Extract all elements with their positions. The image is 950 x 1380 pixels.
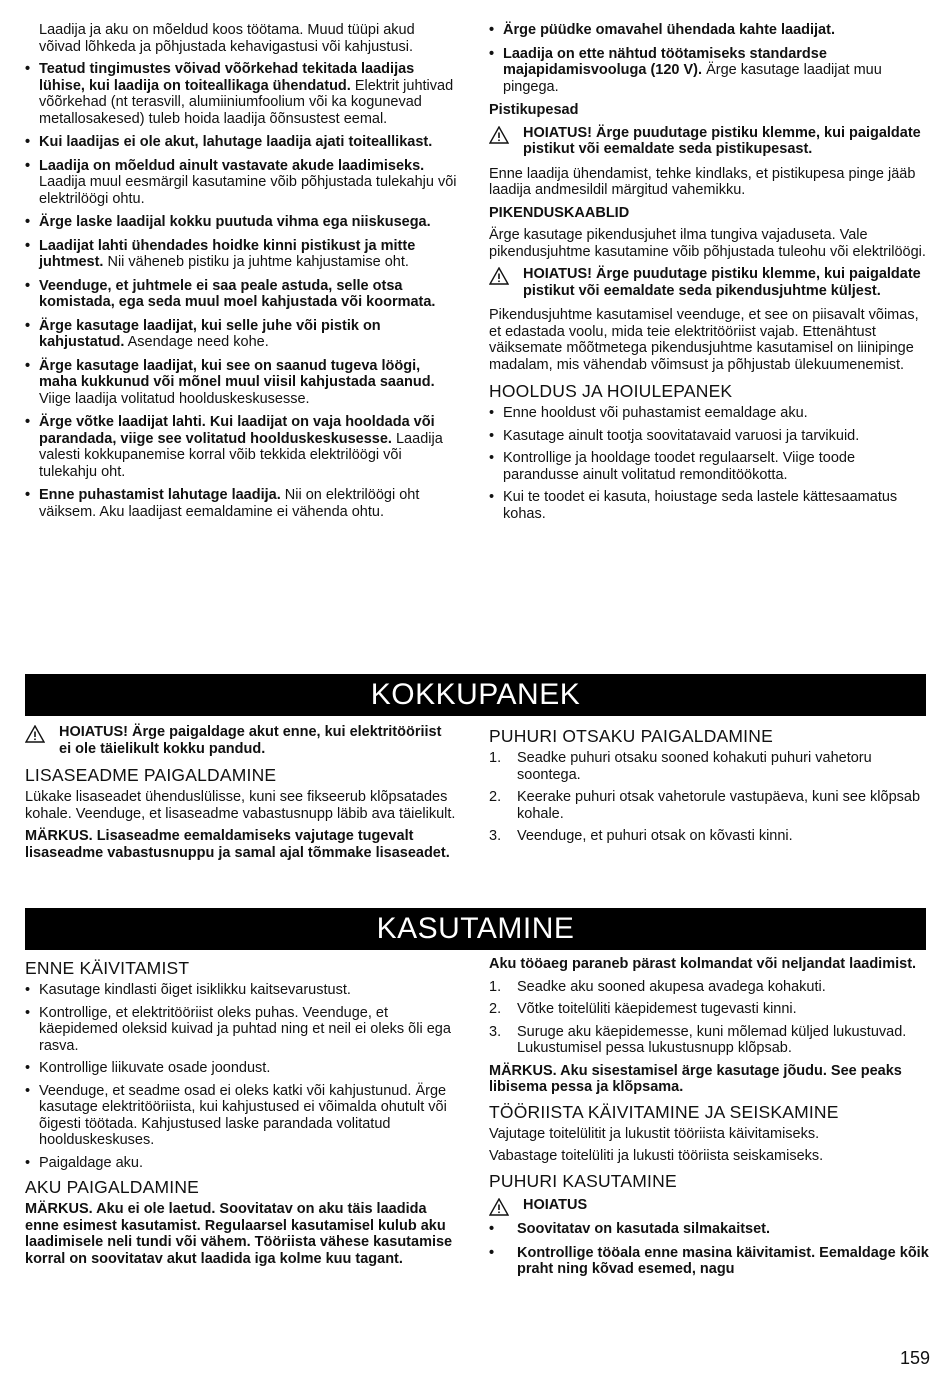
section-title-puhuri-kasutamine: PUHURI KASUTAMINE (489, 1170, 677, 1191)
stop-paragraph: Vabastage toitelüliti ja lukusti tööriista seiskamiseks. (489, 1148, 824, 1164)
list-item-text: Kontrollige liikuvate osade joondust. (39, 1060, 271, 1076)
list-item-text: Seadke puhuri otsaku sooned kohakuti puhuri vahetoru soontega. (517, 750, 872, 783)
section-band-kokkupanek: KOKKUPANEK (25, 674, 926, 716)
list-item (25, 278, 457, 311)
top-left-column (25, 22, 457, 527)
bullet-mark: • (489, 489, 495, 505)
list-item-text: Keerake puhuri otsak vahetorule vastupäeva, kuni see klõpsab kohale. (517, 789, 921, 822)
list-item-text: Kontrollige, et elektritööriist oleks puhas. Veenduge, et käepidemed oleksid kuivad ja puhtad ning et neil ei oleks õli ega rasva. (39, 1004, 451, 1054)
section-title-lisaseade: LISASEADME PAIGALDAMINE (25, 765, 277, 785)
list-item (489, 828, 929, 845)
list-item-bold: Ärge võtke laadijat lahti. Kui laadijat on vaja hooldada või parandada, viige see volitatud hoolduskeskusesse. (39, 414, 435, 447)
list-item (489, 789, 929, 822)
list-item-text: Kontrollige tööala enne masina käivitamist. Eemaldage kõik praht ning kõvad esemed, nagu (517, 1244, 929, 1277)
section-title-kaivitamine: TÖÖRIISTA KÄIVITAMINE JA SEISKAMINE (489, 1101, 839, 1122)
battery-runtime-note: Aku tööaeg paraneb pärast kolmandat või neljandat laadimist. (489, 956, 917, 972)
list-item-text: Suruge aku käepidemesse, kuni mõlemad küljed lukustuvad. Lukustumisel pessa lukustusnupp klõpsab. (517, 1023, 907, 1056)
list-item (25, 61, 457, 127)
extension-paragraph: Ärge kasutage pikendusjuhet ilma tungiva vajaduseta. Vale pikendusjuhtme kasutamine võib põhjustada tuleohu või elektrilöögi. (489, 227, 926, 260)
bullet-mark: • (25, 157, 31, 174)
list-item: • Laadija on ette nähtud töötamiseks standardse majapidamisvooluga (120 V). Ärge kasutage laadijat muu pingega. (489, 45, 882, 95)
list-item (25, 982, 457, 999)
list-item-text: Nii on elektrilöögi oht väiksem. Aku laadijast eemaldamine ei vähenda ohtu. (39, 487, 420, 520)
bullet-mark: • (489, 1244, 495, 1261)
list-item (25, 158, 457, 208)
list-item-text: Seadke aku sooned akupesa avadega kohakuti. (517, 978, 826, 995)
bullet-mark: • (25, 277, 31, 294)
section-heading-pikenduskaablid: PIKENDUSKAABLID (489, 204, 630, 221)
bullet-mark: • (25, 487, 31, 503)
bullet-mark: • (489, 427, 495, 444)
section-title-aku: AKU PAIGALDAMINE (25, 1177, 200, 1197)
list-item (489, 1221, 929, 1238)
list-item-bold: Enne puhastamist lahutage laadija. (39, 487, 281, 503)
list-item-bold: Laadija on mõeldud ainult vastavate akude laadimiseks. (39, 157, 425, 174)
list-item-text: Nii väheneb pistiku ja juhtme kahjustamise oht. (103, 254, 409, 270)
warning-triangle-icon (489, 1198, 509, 1216)
bullet-mark: • (25, 134, 31, 150)
bullet-mark: • (25, 414, 31, 430)
before-start-list (25, 982, 457, 1171)
warning-triangle-icon (25, 725, 45, 743)
list-item (25, 358, 457, 408)
step-number: 3. (489, 1023, 502, 1040)
list-item (489, 428, 929, 445)
list-item (489, 1245, 929, 1278)
list-item (489, 979, 929, 996)
list-item (489, 750, 929, 783)
section-title-hooldus: HOOLDUS JA HOIULEPANEK (489, 381, 733, 401)
start-paragraph: Vajutage toitelülitit ja lukustit tööriista käivitamiseks. (489, 1125, 820, 1142)
list-item-text: Enne hooldust või puhastamist eemaldage aku. (503, 405, 808, 421)
list-item (25, 238, 457, 271)
list-item-text: Kasutage kindlasti õiget isiklikku kaitsevarustust. (39, 982, 351, 998)
list-item-text: Paigaldage aku. (39, 1154, 143, 1171)
bullet-mark: • (25, 1082, 31, 1099)
bullet-mark: • (489, 450, 495, 466)
top-right-column (489, 22, 929, 528)
section-title-enne-kaivitamist: ENNE KÄIVITAMIST (25, 958, 190, 978)
step-number: 2. (489, 1001, 502, 1017)
list-item (25, 414, 457, 480)
charger-safety-list (25, 61, 457, 520)
usage-left-column (25, 956, 457, 1267)
list-item-bold: Veenduge, et juhtmele ei saa peale astuda, selle otsa komistada, ega seda muul moel kahjustada või koormata. (39, 277, 436, 310)
warning-note: HOIATUS! Ärge puudutage pistiku klemme, kui paigaldate pistikut või eemaldate seda pikendusjuhtme küljest. (489, 266, 929, 299)
list-item (25, 487, 457, 520)
usage-right-column (489, 956, 929, 1285)
bullet-mark: • (25, 1154, 31, 1171)
list-item: • Ärge püüdke omavahel ühendada kahte laadijat. (489, 22, 835, 38)
list-item (489, 1001, 929, 1018)
bullet-mark: • (25, 214, 31, 230)
list-item-text: Kontrollige ja hooldage toodet regulaarselt. Viige toode parandusse ainult volitatud remonditöökotta. (503, 450, 856, 483)
bullet-mark: • (25, 61, 31, 77)
list-item (25, 1155, 457, 1172)
warning-note: HOIATUS (489, 1197, 929, 1214)
extension-usage-paragraph: Pikendusjuhtme kasutamisel veenduge, et see on piisavalt võimas, et edastada voolu, mida teie elektritööriist vajab. Ettenähtust väiksemate mõõtmetega pikendusjuhtme kasutamisel on liinipinge madalam, mis vähendab võimsust ja põhjustab ülekuumenemist. (489, 307, 919, 373)
list-item-text: Veenduge, et seadme osad ei oleks katki või kahjustunud. Ärge kasutage elektritööriista, kui kahjustused ei võimalda ohutult või õigesti töötada. Kahjustused laske parandada volitatud hoolduskeskuses. (39, 1082, 447, 1148)
outlet-paragraph: Enne laadija ühendamist, tehke kindlaks, et pistikupesa pinge jääb laadija andmesildil märgitud vahemikku. (489, 165, 916, 198)
list-item-text: Elektrit juhtivad võõrkehad (nt terasvill, alumiiniumfoolium või ka kogunevad metallosakesed) tuleb hoida laadija õõnsustest eemal. (39, 77, 454, 127)
list-item (489, 450, 929, 483)
list-item (25, 214, 457, 231)
list-item-text: Asendage need kohe. (124, 334, 269, 350)
maintenance-list (489, 405, 929, 522)
list-item (25, 1083, 457, 1149)
list-item (25, 318, 457, 351)
battery-steps-list (489, 979, 929, 1057)
list-item-bold: Ärge kasutage laadijat, kui selle juhe või pistik on kahjustatud. (39, 317, 381, 350)
list-item-bold: Ärge kasutage laadijat, kui see on saanud tugeva löögi, maha kukkunud või mõnel muul viisil kahjustada saanud. (39, 357, 435, 390)
list-item-bold: Ärge laske laadijal kokku puutuda vihma ega niiskusega. (39, 214, 431, 230)
step-number: 3. (489, 828, 502, 844)
attachment-note: MÄRKUS. Lisaseadme eemaldamiseks vajutage tugevalt lisaseadme vabastusnuppu ja samal ajal tõmmake lisaseadet. (25, 828, 450, 861)
list-item-text: Soovitatav on kasutada silmakaitset. (517, 1221, 771, 1237)
assembly-left-column (25, 724, 457, 861)
warning-triangle-icon (489, 126, 509, 144)
list-item (25, 134, 457, 151)
bullet-mark: • (25, 317, 31, 334)
list-item-text: Veenduge, et puhuri otsak on kõvasti kinni. (517, 828, 793, 844)
list-item-bold: Teatud tingimustes võivad võõrkehad tekitada laadijas lühise, kui laadija on toiteallikaga ühendatud. (39, 61, 415, 94)
section-heading-pistikupesad: Pistikupesad (489, 102, 579, 118)
bullet-mark: • (25, 1060, 31, 1076)
list-item-bold: Kui laadijas ei ole akut, lahutage laadija ajati toiteallikast. (39, 134, 433, 150)
list-item (25, 1005, 457, 1055)
assembly-right-column (489, 724, 929, 851)
bullet-mark: • (25, 982, 31, 998)
list-item-text: Laadija muul eesmärgil kasutamine võib põhjustada tulekahju või elektrilöögi ohtu. (39, 174, 457, 207)
list-item (489, 1024, 929, 1057)
list-item-text: Laadija valesti kokkupanemise korral võib tekkida elektrilöögi või tulekahju oht. (39, 430, 443, 480)
list-item (489, 489, 929, 522)
section-band-kasutamine: KASUTAMINE (25, 908, 926, 950)
list-item-text: Kui te toodet ei kasuta, hoiustage seda lastele kättesaamatus kohas. (503, 489, 898, 522)
bullet-mark: • (25, 237, 31, 254)
battery-insert-note: MÄRKUS. Aku sisestamisel ärge kasutage jõudu. See peaks libisema pessa ja klõpsama. (489, 1062, 902, 1095)
list-item (25, 1060, 457, 1077)
battery-note: MÄRKUS. Aku ei ole laetud. Soovitatav on aku täis laadida enne esimest kasutamist. Regulaarsel kasutamisel kulub aku laadimisele neli tundi või vähem. Tööriista vähese kasutamise korral on soovitatav akut laadida iga kolme kuu tagant. (25, 1201, 453, 1267)
step-number: 1. (489, 978, 502, 995)
nozzle-steps-list (489, 750, 929, 845)
blower-usage-list (489, 1221, 929, 1278)
warning-note: HOIATUS! Ärge puudutage pistiku klemme, kui paigaldate pistikut või eemaldate seda pistikupesast. (489, 125, 929, 158)
page-number: 159 (899, 1347, 930, 1368)
list-item-text: Viige laadija volitatud hoolduskeskusesse. (39, 390, 310, 407)
list-item (489, 405, 929, 422)
bullet-mark: • (25, 357, 31, 374)
list-item-text: Kasutage ainult tootja soovitatavaid varuosi ja tarvikuid. (503, 427, 860, 444)
step-number: 1. (489, 750, 502, 766)
charger-intro: Laadija ja aku on mõeldud koos töötama. Muud tüüpi akud võivad lõhkeda ja põhjustada kehavigastusi või kahjustusi. (39, 22, 415, 55)
warning-triangle-icon (489, 267, 509, 285)
list-item-bold: Laadijat lahti ühendades hoidke kinni pistikust ja mitte juhtmest. (39, 237, 416, 270)
list-item-text: Võtke toitelüliti käepidemest tugevasti kinni. (517, 1001, 797, 1017)
step-number: 2. (489, 789, 502, 805)
bullet-mark: • (25, 1004, 31, 1021)
section-title-puhuri-otsak: PUHURI OTSAKU PAIGALDAMINE (489, 726, 773, 746)
bullet-mark: • (489, 1221, 495, 1237)
attachment-paragraph: Lükake lisaseadet ühenduslülisse, kuni see fikseerub klõpsatades kohale. Veenduge, et lisaseadme vabastusnupp läbib ava täielikult. (25, 789, 456, 822)
bullet-mark: • (489, 405, 495, 421)
warning-note: HOIATUS! Ärge paigaldage akut enne, kui elektritööriist ei ole täielikult kokku pandud. (25, 724, 457, 757)
